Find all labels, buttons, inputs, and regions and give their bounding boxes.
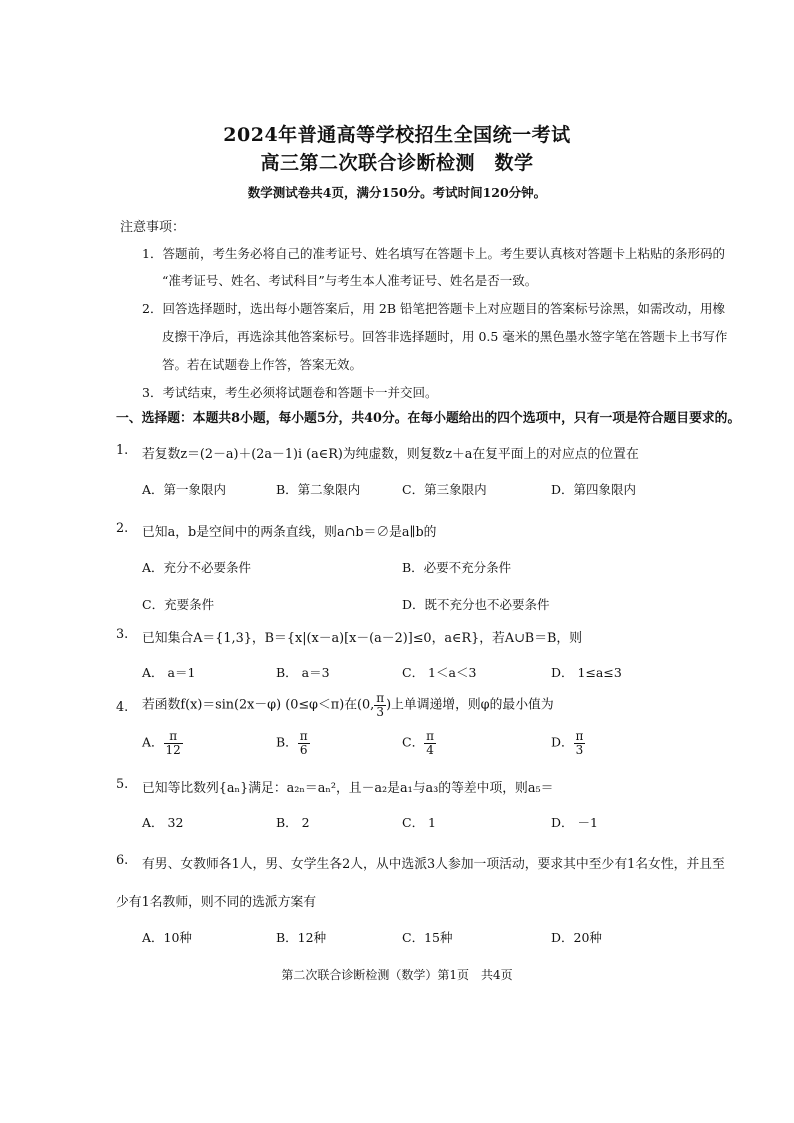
- exam-info: 数学测试卷共4页，满分150分。考试时间120分钟。: [247, 185, 547, 200]
- fraction-numerator: π: [575, 729, 584, 743]
- option-d: [551, 730, 585, 756]
- notice-heading: 注意事项：: [120, 220, 186, 235]
- exam-title: 2024年普通高等学校招生全国统一考试: [223, 124, 571, 146]
- question-number: 1.: [116, 443, 129, 458]
- section-heading: 一、选择题：本题共8小题，每小题5分，共40分。在每小题给出的四个选项中，只有一项是符合题目要求的。: [116, 411, 741, 426]
- option-a: A． 32: [142, 815, 184, 830]
- exam-subject-title: 高三第二次联合诊断检测 数学: [260, 152, 534, 174]
- notice-line: 3．考试结束，考生必须将试题卷和答题卡一并交回。: [142, 385, 438, 400]
- question-text-part: 若函数f(x)＝sin(2x－φ) (0≤φ＜π)在(0,: [142, 697, 375, 713]
- fraction: [574, 730, 586, 756]
- question-number: 4.: [116, 700, 129, 715]
- notice-line: 答。若在试题卷上作答，答案无效。: [162, 357, 363, 372]
- notice-line: 皮擦干净后，再选涂其他答案标号。回答非选择题时，用 0.5 毫米的黑色墨水签字笔在答题卡上书写作: [162, 329, 728, 344]
- fraction-denominator: 4: [426, 742, 434, 757]
- option-b: B．必要不充分条件: [402, 560, 512, 575]
- option-letter: D．: [551, 734, 574, 750]
- fraction-denominator: 3: [575, 742, 584, 757]
- option-b: [276, 730, 310, 756]
- option-b: B．12种: [276, 930, 327, 945]
- option-d: D．既不充分也不必要条件: [402, 597, 550, 612]
- question-text: 已知等比数列{aₙ}满足：a₂ₙ＝aₙ²，且－a₂是a₁与a₃的等差中项，则a₅＝: [142, 781, 554, 796]
- fraction-numerator: π: [376, 691, 385, 705]
- fraction-numerator: π: [164, 730, 183, 744]
- option-a: A．10种: [142, 930, 192, 945]
- question-number: 5.: [116, 777, 129, 792]
- fraction-denominator: 12: [165, 742, 181, 757]
- question-text: 已知集合A＝{1,3}，B＝{x|(x－a)[x－(a－2)]≤0，a∈R}，若A∪B＝B，则: [142, 631, 583, 646]
- notice-line: “准考证号、姓名、考试科目”与考生本人准考证号、姓名是否一致。: [162, 273, 538, 288]
- question-number: 2.: [116, 521, 129, 536]
- question-number: 6.: [116, 853, 129, 868]
- notice-line: 1．答题前，考生务必将自己的准考证号、姓名填写在答题卡上。考生要认真核对答题卡上粘贴的条形码的: [142, 246, 725, 261]
- option-d: D． 1≤a≤3: [551, 665, 622, 680]
- option-letter: C．: [402, 734, 425, 750]
- option-c: C．第三象限内: [402, 482, 487, 497]
- option-a: [142, 730, 183, 756]
- option-b: B．第二象限内: [276, 482, 361, 497]
- option-d: D． －1: [551, 815, 598, 830]
- option-d: D．20种: [551, 930, 602, 945]
- option-a: A． a＝1: [142, 665, 196, 680]
- question-text: 已知a，b是空间中的两条直线，则a∩b＝∅是a∥b的: [142, 525, 437, 540]
- question-number: 3.: [116, 627, 129, 642]
- option-c: C．充要条件: [142, 597, 215, 612]
- option-c: C． 1: [402, 815, 436, 830]
- question-text: 若复数z＝(2－a)＋(2a－1)i (a∈R)为纯虚数，则复数z＋a在复平面上的对应点的位置在: [142, 447, 639, 462]
- option-letter: B．: [276, 734, 298, 750]
- option-c: C．15种: [402, 930, 453, 945]
- fraction-denominator: 6: [299, 742, 308, 757]
- fraction: [424, 730, 436, 756]
- fraction: [298, 730, 310, 756]
- question-text: 有男、女教师各1人，男、女学生各2人，从中选派3人参加一项活动，要求其中至少有1名女性，并且至: [142, 857, 725, 872]
- option-letter: A．: [142, 734, 164, 750]
- option-c: C． 1＜a＜3: [402, 665, 477, 680]
- page-footer: 第二次联合诊断检测（数学）第1页 共4页: [281, 968, 513, 982]
- option-b: B． a＝3: [276, 665, 330, 680]
- option-a: A．充分不必要条件: [142, 560, 252, 575]
- question-text-part: )上单调递增，则φ的最小值为: [386, 697, 554, 713]
- notice-line: 2．回答选择题时，选出每小题答案后，用 2B 铅笔把答题卡上对应题目的答案标号涂黑，如需改动，用橡: [142, 301, 726, 316]
- option-c: [402, 730, 436, 756]
- question-4: [0, 692, 794, 722]
- fraction: [164, 730, 183, 756]
- question-text-continued: 少有1名教师，则不同的选派方案有: [116, 895, 317, 910]
- fraction-denominator: 3: [376, 704, 384, 719]
- fraction-numerator: π: [426, 729, 434, 743]
- question-text: [142, 692, 554, 718]
- fraction-numerator: π: [299, 729, 308, 743]
- option-b: B． 2: [276, 815, 310, 830]
- option-a: A．第一象限内: [142, 482, 227, 497]
- option-d: D．第四象限内: [551, 482, 637, 497]
- fraction: [374, 692, 386, 718]
